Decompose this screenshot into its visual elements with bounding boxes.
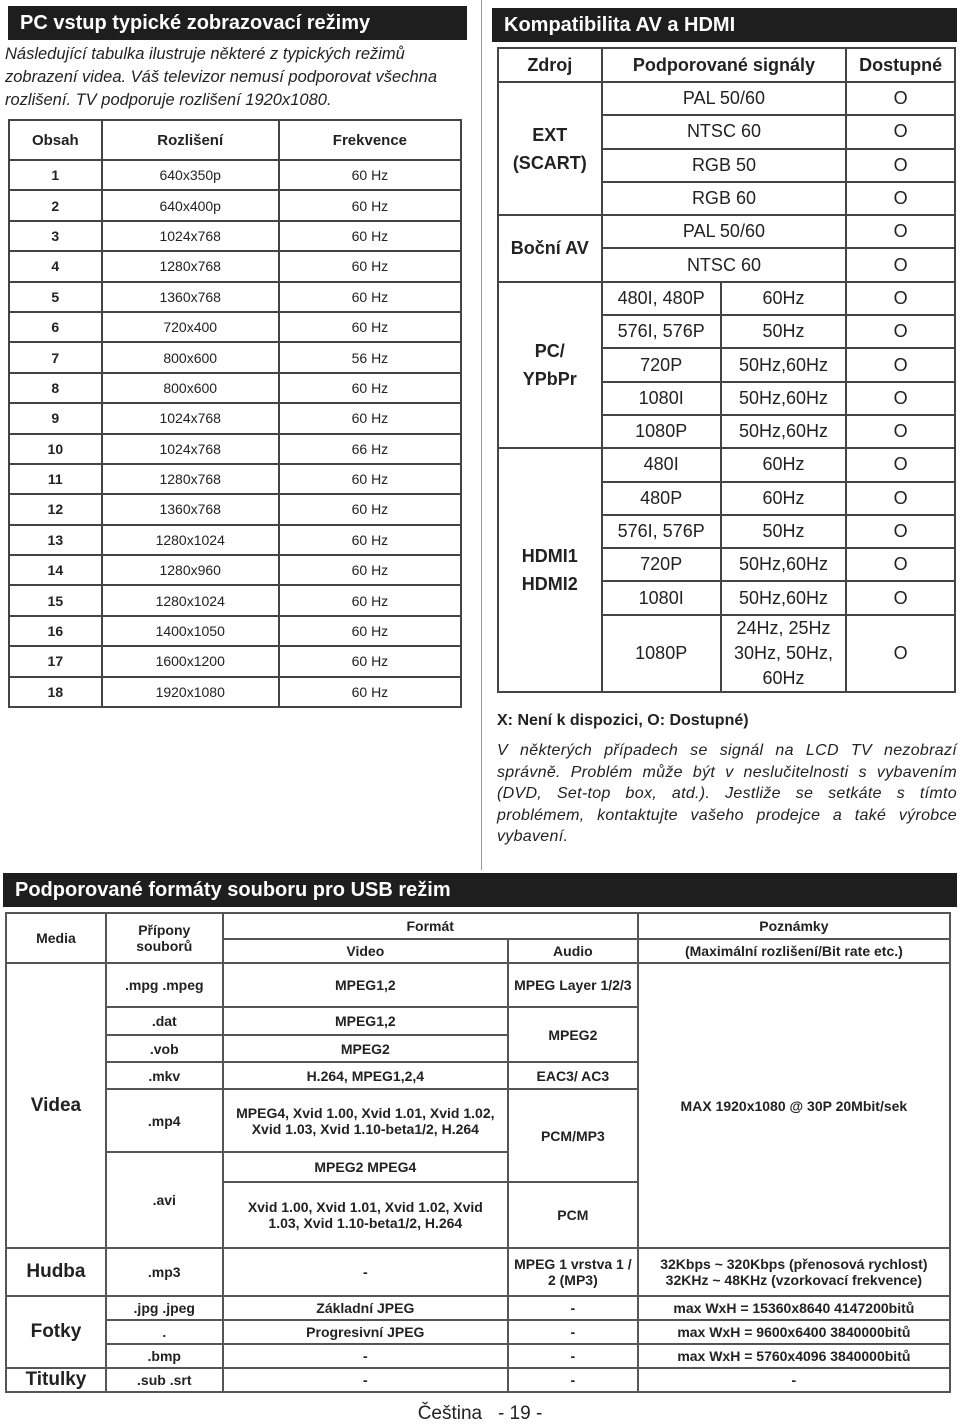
pc-cell: 60 Hz	[279, 494, 461, 524]
table-row	[9, 282, 461, 312]
signal-cell: PAL 50/60	[602, 82, 847, 115]
pc-cell: 13	[9, 525, 102, 555]
pc-header-0: Obsah	[9, 120, 102, 160]
table-row	[9, 434, 461, 464]
table-row	[9, 312, 461, 342]
ext-jpg: .jpg .jpeg	[106, 1296, 223, 1320]
col-format: Formát	[223, 913, 638, 939]
pc-cell: 1360x768	[102, 494, 279, 524]
signal-cell: NTSC 60	[602, 248, 847, 281]
audio-jpg: -	[508, 1296, 638, 1320]
column-separator	[481, 0, 482, 870]
source-hdmi	[498, 448, 602, 691]
col-ext-l2: souborů	[136, 938, 193, 954]
table-row	[9, 190, 461, 220]
frequency-cell: 50Hz,60Hz	[721, 382, 847, 415]
table-row	[9, 494, 461, 524]
source-hdmi-l2: HDMI2	[521, 574, 578, 594]
avail-cell: O	[846, 82, 955, 115]
pc-cell: 1280x768	[102, 251, 279, 281]
audio-prog: -	[508, 1320, 638, 1344]
pc-cell: 5	[9, 282, 102, 312]
pc-cell: 1024x768	[102, 434, 279, 464]
pc-cell: 1280x1024	[102, 585, 279, 615]
pc-cell: 1920x1080	[102, 677, 279, 707]
frequency-cell: 50Hz	[721, 515, 847, 548]
pc-cell: 60 Hz	[279, 282, 461, 312]
col-notes-sub: (Maximální rozlišení/Bit rate etc.)	[638, 939, 950, 963]
table-row	[9, 373, 461, 403]
video-bmp: -	[223, 1344, 508, 1368]
freq-l3: 60Hz	[762, 667, 805, 688]
avail-cell: O	[846, 282, 955, 315]
avail-cell: O	[846, 115, 955, 148]
pc-cell: 60 Hz	[279, 677, 461, 707]
table-row	[9, 342, 461, 372]
avail-cell: O	[846, 615, 955, 692]
avail-cell: O	[846, 315, 955, 348]
resolution-cell: 480I	[602, 448, 721, 481]
ext-prog: .	[106, 1320, 223, 1344]
pc-cell: 1024x768	[102, 221, 279, 251]
resolution-cell: 1080I	[602, 382, 721, 415]
pc-cell: 16	[9, 616, 102, 646]
ext-mkv: .mkv	[106, 1062, 223, 1089]
pc-cell: 2	[9, 190, 102, 220]
page-footer	[0, 1403, 960, 1425]
note-jpg: max WxH = 15360x8640 4147200bitů	[638, 1296, 950, 1320]
pc-cell: 1024x768	[102, 403, 279, 433]
video-jpg: Základní JPEG	[223, 1296, 508, 1320]
signal-cell: RGB 60	[602, 182, 847, 215]
source-ext-l2: (SCART)	[512, 152, 587, 173]
pc-cell: 10	[9, 434, 102, 464]
resolution-cell: 1080I	[602, 581, 721, 614]
ext-bmp: .bmp	[106, 1344, 223, 1368]
resolution-cell: 1080P	[602, 415, 721, 448]
source-hdmi-l1: HDMI1	[521, 546, 578, 566]
ext-avi: .avi	[106, 1152, 223, 1248]
video-avi-b	[223, 1182, 508, 1248]
pc-cell: 4	[9, 251, 102, 281]
avail-cell: O	[846, 482, 955, 515]
pc-modes-intro: Následující tabulka ilustruje některé z typických režimů zobrazení videa. Váš televizor nemusí podporovat všechna rozlišení. TV podporuje rozlišení 1920x1080.	[5, 45, 437, 109]
pc-cell: 1400x1050	[102, 616, 279, 646]
audio-mp4-avi: PCM/MP3	[508, 1089, 638, 1182]
pc-cell: 1360x768	[102, 282, 279, 312]
note-mp3-l1: 32Kbps ~ 320Kbps (přenosová rychlost)	[660, 1256, 928, 1272]
video-prog: Progresivní JPEG	[223, 1320, 508, 1344]
audio-mkv: EAC3/ AC3	[508, 1062, 638, 1089]
resolution-cell: 720P	[602, 548, 721, 581]
audio-sub: -	[508, 1368, 638, 1392]
pc-cell: 800x600	[102, 342, 279, 372]
frequency-cell: 60Hz	[721, 482, 847, 515]
pc-cell: 60 Hz	[279, 585, 461, 615]
av-hdmi-table	[497, 47, 956, 693]
video-sub: -	[223, 1368, 508, 1392]
audio-dat-vob: MPEG2	[508, 1007, 638, 1062]
media-videa: Videa	[6, 963, 106, 1248]
table-row	[9, 160, 461, 190]
pc-cell: 60 Hz	[279, 312, 461, 342]
pc-modes-table	[8, 119, 462, 708]
frequency-cell: 60Hz	[721, 448, 847, 481]
table-row	[9, 585, 461, 615]
note-mp3	[638, 1248, 950, 1296]
pc-cell: 1280x1024	[102, 525, 279, 555]
note-sub: -	[638, 1368, 950, 1392]
ext-mpg: .mpg .mpeg	[106, 963, 223, 1007]
pc-cell: 3	[9, 221, 102, 251]
frequency-cell: 50Hz,60Hz	[721, 348, 847, 381]
media-hudba: Hudba	[6, 1248, 106, 1296]
pc-header-1: Rozlišení	[102, 120, 279, 160]
table-row	[9, 646, 461, 676]
pc-cell: 640x350p	[102, 160, 279, 190]
video-avi-a: MPEG2 MPEG4	[223, 1152, 508, 1182]
video-dat: MPEG1,2	[223, 1007, 508, 1035]
audio-avi-b: PCM	[508, 1182, 638, 1248]
av-hdmi-title: Kompatibilita AV a HDMI	[492, 8, 957, 42]
pc-cell: 60 Hz	[279, 555, 461, 585]
pc-cell: 12	[9, 494, 102, 524]
signal-cell: NTSC 60	[602, 115, 847, 148]
pc-cell: 9	[9, 403, 102, 433]
pc-cell: 6	[9, 312, 102, 342]
compat-note: V některých případech se signál na LCD TV nezobrazí správně. Problém může být v neslučitelnosti s vybavením (DVD, Set-top box, atd.). Jestliže se setkáte s tímto problémem, kontaktujte vašeho prodejce a také výrobce vybavení.	[497, 742, 957, 845]
pc-cell: 1600x1200	[102, 646, 279, 676]
ext-mp3: .mp3	[106, 1248, 223, 1296]
table-row	[9, 525, 461, 555]
pc-cell: 14	[9, 555, 102, 585]
pc-cell: 60 Hz	[279, 251, 461, 281]
avail-cell: O	[846, 215, 955, 248]
pc-cell: 1280x768	[102, 464, 279, 494]
avail-cell: O	[846, 515, 955, 548]
usb-formats-table	[5, 912, 951, 1393]
col-ext	[106, 913, 223, 963]
avail-cell: O	[846, 382, 955, 415]
frequency-cell: 50Hz,60Hz	[721, 415, 847, 448]
pc-cell: 60 Hz	[279, 221, 461, 251]
avail-cell: O	[846, 149, 955, 182]
ext-sub: .sub .srt	[106, 1368, 223, 1392]
media-titulky: Titulky	[6, 1368, 106, 1392]
frequency-cell: 50Hz,60Hz	[721, 548, 847, 581]
col-signals: Podporované signály	[602, 48, 847, 82]
resolution-cell: 1080P	[602, 615, 721, 692]
resolution-cell: 576I, 576P	[602, 315, 721, 348]
resolution-cell: 480I, 480P	[602, 282, 721, 315]
video-mkv: H.264, MPEG1,2,4	[223, 1062, 508, 1089]
frequency-cell	[721, 615, 847, 692]
col-notes: Poznámky	[638, 913, 950, 939]
pc-cell: 56 Hz	[279, 342, 461, 372]
note-prog: max WxH = 9600x6400 3840000bitů	[638, 1320, 950, 1344]
signal-cell: RGB 50	[602, 149, 847, 182]
table-row	[9, 251, 461, 281]
pc-cell: 1280x960	[102, 555, 279, 585]
col-available: Dostupné	[846, 48, 955, 82]
pc-modes-title: PC vstup typické zobrazovací režimy	[8, 6, 467, 40]
signal-cell: PAL 50/60	[602, 215, 847, 248]
video-mp4-l1: MPEG4, Xvid 1.00, Xvid 1.01, Xvid 1.02,	[236, 1104, 495, 1121]
pc-cell: 8	[9, 373, 102, 403]
ext-vob: .vob	[106, 1035, 223, 1062]
pc-cell: 7	[9, 342, 102, 372]
freq-l1: 24Hz, 25Hz	[736, 617, 831, 638]
source-ext-l1: EXT	[532, 124, 568, 145]
video-avi-b-l1: Xvid 1.00, Xvid 1.01, Xvid 1.02, Xvid	[247, 1199, 483, 1215]
pc-cell: 720x400	[102, 312, 279, 342]
frequency-cell: 50Hz,60Hz	[721, 581, 847, 614]
pc-cell: 11	[9, 464, 102, 494]
source-ext	[498, 82, 602, 215]
pc-cell: 800x600	[102, 373, 279, 403]
pc-header-2: Frekvence	[279, 120, 461, 160]
media-fotky: Fotky	[6, 1296, 106, 1368]
pc-cell: 18	[9, 677, 102, 707]
avail-cell: O	[846, 548, 955, 581]
video-mpg: MPEG1,2	[223, 963, 508, 1007]
col-ext-l1: Přípony	[138, 922, 191, 938]
audio-mp3	[508, 1248, 638, 1296]
pc-cell: 17	[9, 646, 102, 676]
pc-cell: 60 Hz	[279, 646, 461, 676]
source-pc-l1: PC/	[534, 341, 565, 362]
source-side-av: Boční AV	[498, 215, 602, 282]
avail-cell: O	[846, 248, 955, 281]
avail-cell: O	[846, 581, 955, 614]
resolution-cell: 480P	[602, 482, 721, 515]
pc-cell: 60 Hz	[279, 190, 461, 220]
source-pc-l2: YPbPr	[522, 369, 577, 390]
audio-mp3-l2: 2 (MP3)	[547, 1272, 598, 1288]
usb-formats-title: Podporované formáty souboru pro USB režim	[3, 873, 957, 907]
col-media: Media	[6, 913, 106, 963]
freq-l2: 30Hz, 50Hz,	[733, 642, 834, 663]
avail-cell: O	[846, 182, 955, 215]
pc-cell: 60 Hz	[279, 525, 461, 555]
pc-cell: 66 Hz	[279, 434, 461, 464]
ext-mp4: .mp4	[106, 1089, 223, 1152]
col-audio: Audio	[508, 939, 638, 963]
table-row	[9, 221, 461, 251]
avail-cell: O	[846, 415, 955, 448]
video-avi-b-l2: 1.03, Xvid 1.10-beta1/2, H.264	[268, 1215, 463, 1231]
footer-page-number: - 19 -	[497, 1403, 543, 1424]
pc-cell: 60 Hz	[279, 464, 461, 494]
table-row	[9, 616, 461, 646]
video-mp4	[223, 1089, 508, 1152]
video-mp3: -	[223, 1248, 508, 1296]
col-video: Video	[223, 939, 508, 963]
video-mp4-l2: Xvid 1.03, Xvid 1.10-beta1/2, H.264	[251, 1120, 479, 1137]
table-row	[9, 464, 461, 494]
ext-dat: .dat	[106, 1007, 223, 1035]
pc-cell: 640x400p	[102, 190, 279, 220]
availability-legend: X: Není k dispozici, O: Dostupné)	[497, 712, 749, 729]
resolution-cell: 576I, 576P	[602, 515, 721, 548]
audio-bmp: -	[508, 1344, 638, 1368]
video-note: MAX 1920x1080 @ 30P 20Mbit/sek	[638, 963, 950, 1248]
avail-cell: O	[846, 448, 955, 481]
note-mp3-l2: 32KHz ~ 48KHz (vzorkovací frekvence)	[665, 1272, 923, 1288]
table-row	[9, 555, 461, 585]
footer-language: Čeština	[417, 1403, 483, 1424]
video-vob: MPEG2	[223, 1035, 508, 1062]
pc-cell: 60 Hz	[279, 403, 461, 433]
table-row	[9, 677, 461, 707]
table-row	[9, 403, 461, 433]
col-source: Zdroj	[498, 48, 602, 82]
pc-cell: 15	[9, 585, 102, 615]
frequency-cell: 60Hz	[721, 282, 847, 315]
note-bmp: max WxH = 5760x4096 3840000bitů	[638, 1344, 950, 1368]
frequency-cell: 50Hz	[721, 315, 847, 348]
resolution-cell: 720P	[602, 348, 721, 381]
source-pc	[498, 282, 602, 448]
pc-cell: 1	[9, 160, 102, 190]
pc-cell: 60 Hz	[279, 160, 461, 190]
pc-cell: 60 Hz	[279, 373, 461, 403]
pc-cell: 60 Hz	[279, 616, 461, 646]
audio-mpg: MPEG Layer 1/2/3	[508, 963, 638, 1007]
avail-cell: O	[846, 348, 955, 381]
audio-mp3-l1: MPEG 1 vrstva 1 /	[514, 1256, 632, 1272]
